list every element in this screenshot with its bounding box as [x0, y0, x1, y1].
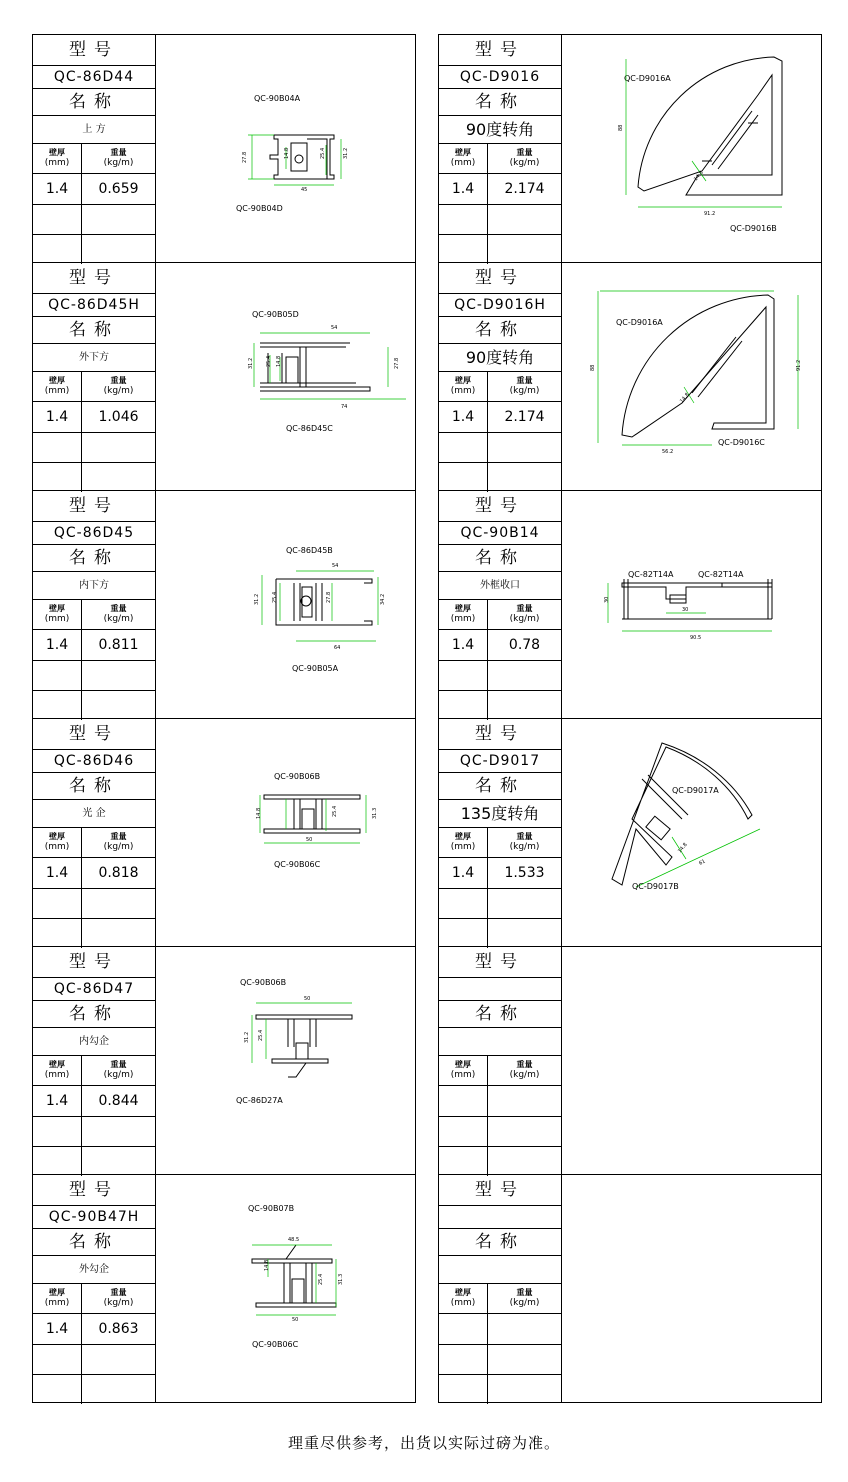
part-label: QC-90B06B	[274, 772, 321, 781]
model-header: 型号	[33, 1175, 155, 1206]
model-code	[439, 1206, 561, 1229]
section-drawing-svg	[156, 719, 415, 946]
profile-drawing	[156, 263, 415, 490]
column-divider	[487, 828, 488, 948]
profile-drawing	[156, 947, 415, 1174]
wall-label: 壁厚	[455, 376, 471, 385]
profile-drawing	[562, 35, 821, 262]
kgm-label: (kg/m)	[103, 1070, 134, 1080]
column-divider	[487, 372, 488, 492]
mm-label: (mm)	[44, 614, 70, 624]
part-label: QC-D9016B	[730, 224, 777, 233]
value-row	[439, 174, 561, 205]
part-label: QC-D9016A	[616, 318, 663, 327]
section-drawing-svg	[562, 263, 821, 490]
weight-value: 0.863	[98, 1321, 139, 1337]
spec-card	[438, 1174, 822, 1403]
product-name: 外下方	[33, 344, 155, 372]
product-name: 90度转角	[439, 116, 561, 144]
empty-row	[33, 889, 155, 919]
dim-label: 88	[618, 124, 624, 131]
profile-drawing	[562, 947, 821, 1174]
dim-label: 25.4	[320, 147, 326, 159]
weight-label: 重量	[516, 148, 533, 157]
spec-info	[33, 1175, 156, 1402]
profile-drawing	[156, 1175, 415, 1402]
spec-card	[32, 262, 416, 491]
weight-value: 0.844	[98, 1093, 139, 1109]
column-divider	[81, 144, 82, 264]
empty-row	[33, 919, 155, 948]
wall-thickness: 1.4	[45, 181, 69, 197]
dim-label: 14.8	[276, 355, 282, 367]
dim-label: 25.4	[332, 805, 338, 817]
dim-label: 34.2	[380, 593, 386, 605]
kgm-label: (kg/m)	[103, 158, 134, 168]
mm-label: (mm)	[44, 386, 70, 396]
spec-info	[33, 719, 156, 946]
dim-label: 45	[301, 187, 308, 193]
profile-drawing	[562, 1175, 821, 1402]
section-drawing-svg	[156, 263, 415, 490]
wall-thickness: 1.4	[45, 409, 69, 425]
kgm-label: (kg/m)	[509, 158, 540, 168]
part-label: QC-86D45C	[286, 424, 333, 433]
model-header: 型号	[439, 1175, 561, 1206]
dim-label: 56.2	[662, 449, 674, 455]
empty-row	[33, 205, 155, 235]
weight-value: 2.174	[504, 181, 545, 197]
weight-value: 1.533	[504, 865, 545, 881]
spec-card	[32, 946, 416, 1175]
unit-header-row	[439, 1284, 561, 1314]
profile-drawing	[156, 35, 415, 262]
model-code: QC-90B14	[439, 522, 561, 545]
product-name: 内下方	[33, 572, 155, 600]
kgm-label: (kg/m)	[103, 842, 134, 852]
part-label: QC-90B07B	[248, 1204, 295, 1213]
weight-value: 0.818	[98, 865, 139, 881]
dim-label: 25.4	[318, 1273, 324, 1285]
weight-label: 重量	[110, 376, 127, 385]
dim-label: 50	[292, 1317, 299, 1323]
dim-label: 31.3	[372, 807, 378, 819]
kgm-label: (kg/m)	[509, 842, 540, 852]
profile-drawing	[562, 263, 821, 490]
spec-card	[438, 262, 822, 491]
kgm-label: (kg/m)	[509, 614, 540, 624]
unit-header-row	[439, 372, 561, 402]
section-drawing-svg	[156, 1175, 415, 1402]
mm-label: (mm)	[44, 842, 70, 852]
empty-row	[33, 1117, 155, 1147]
kgm-label: (kg/m)	[103, 1298, 134, 1308]
spec-info	[439, 1175, 562, 1402]
part-label: QC-90B04D	[236, 204, 283, 213]
spec-card	[438, 718, 822, 947]
model-header: 型号	[33, 35, 155, 66]
part-label: QC-86D45B	[286, 546, 333, 555]
spec-card	[438, 34, 822, 263]
profile-drawing	[562, 719, 821, 946]
wall-thickness: 1.4	[45, 637, 69, 653]
dim-label: 14.8	[692, 169, 705, 183]
dim-label: 48.5	[288, 1237, 300, 1243]
dim-label: 14.8	[676, 841, 689, 855]
unit-header-row	[33, 144, 155, 174]
wall-thickness: 1.4	[451, 409, 475, 425]
spec-info	[439, 35, 562, 262]
wall-label: 壁厚	[455, 604, 471, 613]
empty-row	[33, 1345, 155, 1375]
model-header: 型号	[439, 719, 561, 750]
section-drawing-svg	[562, 719, 821, 946]
model-code: QC-86D47	[33, 978, 155, 1001]
section-drawing-svg	[562, 491, 821, 718]
model-code: QC-86D46	[33, 750, 155, 773]
part-label: QC-82T14A	[628, 570, 674, 579]
name-header: 名称	[439, 1229, 561, 1256]
kgm-label: (kg/m)	[509, 1070, 540, 1080]
dim-label: 91.2	[704, 211, 716, 217]
column-divider	[487, 600, 488, 720]
wall-thickness: 1.4	[451, 637, 475, 653]
dim-label: 30	[682, 607, 689, 613]
product-name: 135度转角	[439, 800, 561, 828]
dim-label: 54	[331, 325, 338, 331]
wall-thickness: 1.4	[45, 1321, 69, 1337]
section-drawing-svg	[156, 947, 415, 1174]
model-code: QC-D9017	[439, 750, 561, 773]
model-code	[439, 978, 561, 1001]
model-header: 型号	[33, 263, 155, 294]
dim-label: 50	[306, 837, 313, 843]
value-row	[439, 1086, 561, 1117]
weight-label: 重量	[110, 1060, 127, 1069]
kgm-label: (kg/m)	[103, 386, 134, 396]
wall-thickness: 1.4	[451, 181, 475, 197]
profile-drawing	[156, 719, 415, 946]
mm-label: (mm)	[450, 1070, 476, 1080]
empty-row	[439, 1345, 561, 1375]
spec-card	[438, 490, 822, 719]
profile-drawing	[562, 491, 821, 718]
dim-label: 61	[698, 858, 707, 867]
weight-label: 重量	[110, 832, 127, 841]
name-header: 名称	[33, 545, 155, 572]
empty-row	[33, 1147, 155, 1176]
weight-label: 重量	[516, 604, 533, 613]
empty-row	[33, 463, 155, 492]
right-column	[438, 34, 822, 1403]
model-code: QC-90B47H	[33, 1206, 155, 1229]
kgm-label: (kg/m)	[509, 386, 540, 396]
wall-label: 壁厚	[49, 376, 65, 385]
name-header: 名称	[439, 545, 561, 572]
dim-label: 14.8	[284, 147, 290, 159]
unit-header-row	[33, 1284, 155, 1314]
dim-label: 30	[604, 596, 610, 603]
part-label: QC-90B05A	[292, 664, 339, 673]
unit-header-row	[33, 372, 155, 402]
footer-note: 理重尽供参考，出货以实际过磅为准。	[287, 1434, 560, 1452]
name-header: 名称	[33, 317, 155, 344]
section-drawing-svg	[562, 1175, 821, 1402]
model-header: 型号	[33, 491, 155, 522]
dim-label: 88	[590, 364, 596, 371]
dim-label: 14.8	[264, 1259, 270, 1271]
empty-row	[439, 1147, 561, 1176]
name-header: 名称	[33, 773, 155, 800]
value-row	[439, 402, 561, 433]
empty-row	[439, 1117, 561, 1147]
model-header: 型号	[33, 947, 155, 978]
value-row	[33, 1086, 155, 1117]
part-label: QC-90B05D	[252, 310, 299, 319]
wall-label: 壁厚	[49, 1288, 65, 1297]
wall-thickness: 1.4	[45, 1093, 69, 1109]
name-header: 名称	[439, 773, 561, 800]
unit-header-row	[33, 600, 155, 630]
spec-card	[32, 1174, 416, 1403]
wall-thickness: 1.4	[45, 865, 69, 881]
product-name: 90度转角	[439, 344, 561, 372]
value-row	[439, 630, 561, 661]
wall-label: 壁厚	[455, 832, 471, 841]
weight-label: 重量	[110, 604, 127, 613]
name-header: 名称	[33, 1229, 155, 1256]
dim-label: 25.4	[266, 355, 272, 367]
part-label: QC-82T14A	[698, 570, 744, 579]
part-label: QC-D9016A	[624, 74, 671, 83]
mm-label: (mm)	[450, 614, 476, 624]
part-label: QC-90B04A	[254, 94, 301, 103]
dim-label: 31.2	[254, 593, 260, 605]
unit-header-row	[439, 144, 561, 174]
value-row	[33, 858, 155, 889]
value-row	[33, 630, 155, 661]
unit-header-row	[439, 828, 561, 858]
product-name: 光 企	[33, 800, 155, 828]
empty-row	[439, 889, 561, 919]
dim-label: 74	[341, 404, 348, 410]
dim-label: 27.8	[394, 357, 400, 369]
mm-label: (mm)	[44, 1070, 70, 1080]
product-name	[439, 1256, 561, 1284]
wall-label: 壁厚	[49, 1060, 65, 1069]
wall-thickness: 1.4	[451, 865, 475, 881]
empty-row	[439, 205, 561, 235]
unit-header-row	[439, 600, 561, 630]
empty-row	[33, 1375, 155, 1404]
spec-info	[439, 491, 562, 718]
empty-row	[33, 235, 155, 264]
empty-row	[33, 691, 155, 720]
mm-label: (mm)	[450, 158, 476, 168]
mm-label: (mm)	[450, 386, 476, 396]
column-divider	[81, 1284, 82, 1404]
spec-info	[439, 947, 562, 1174]
wall-label: 壁厚	[49, 148, 65, 157]
column-divider	[487, 1284, 488, 1404]
unit-header-row	[439, 1056, 561, 1086]
empty-row	[33, 661, 155, 691]
model-code: QC-86D45	[33, 522, 155, 545]
dim-label: 31.2	[343, 147, 349, 159]
dim-label: 27.8	[326, 591, 332, 603]
empty-row	[33, 433, 155, 463]
weight-label: 重量	[516, 376, 533, 385]
product-name: 上 方	[33, 116, 155, 144]
dim-label: 91.2	[796, 359, 802, 371]
model-header: 型号	[439, 491, 561, 522]
value-row	[33, 1314, 155, 1345]
model-code: QC-D9016	[439, 66, 561, 89]
model-code: QC-86D44	[33, 66, 155, 89]
section-drawing-svg	[562, 947, 821, 1174]
spec-card	[32, 718, 416, 947]
profile-drawing	[156, 491, 415, 718]
dim-label: 31.2	[244, 1031, 250, 1043]
mm-label: (mm)	[44, 1298, 70, 1308]
spec-card	[32, 490, 416, 719]
empty-row	[439, 919, 561, 948]
column-divider	[81, 1056, 82, 1176]
dim-label: 14.8	[678, 391, 691, 405]
model-header: 型号	[439, 947, 561, 978]
column-divider	[487, 144, 488, 264]
empty-row	[439, 691, 561, 720]
weight-value: 0.78	[508, 637, 541, 653]
section-drawing-svg	[156, 35, 415, 262]
empty-row	[439, 433, 561, 463]
model-code: QC-86D45H	[33, 294, 155, 317]
section-drawing-svg	[562, 35, 821, 262]
kgm-label: (kg/m)	[509, 1298, 540, 1308]
part-label: QC-90B06C	[252, 1340, 299, 1349]
part-label: QC-D9016C	[718, 438, 765, 447]
dim-label: 14.8	[256, 807, 262, 819]
product-name: 外框收口	[439, 572, 561, 600]
empty-row	[439, 463, 561, 492]
column-divider	[81, 372, 82, 492]
spec-info	[33, 35, 156, 262]
wall-label: 壁厚	[455, 1288, 471, 1297]
empty-row	[439, 1375, 561, 1404]
weight-label: 重量	[110, 1288, 127, 1297]
name-header: 名称	[33, 1001, 155, 1028]
dim-label: 25.4	[258, 1029, 264, 1041]
dim-label: 27.8	[242, 151, 248, 163]
spec-card	[32, 34, 416, 263]
dim-label: 90.5	[690, 635, 702, 641]
wall-label: 壁厚	[455, 1060, 471, 1069]
wall-label: 壁厚	[49, 604, 65, 613]
value-row	[439, 1314, 561, 1345]
mm-label: (mm)	[44, 158, 70, 168]
part-label: QC-86D27A	[236, 1096, 283, 1105]
dim-label: 31.3	[338, 1273, 344, 1285]
model-header: 型号	[439, 263, 561, 294]
wall-label: 壁厚	[455, 148, 471, 157]
name-header: 名称	[439, 1001, 561, 1028]
weight-label: 重量	[516, 832, 533, 841]
dim-label: 31.2	[248, 357, 254, 369]
model-header: 型号	[439, 35, 561, 66]
product-name: 内勾企	[33, 1028, 155, 1056]
weight-value: 0.811	[98, 637, 139, 653]
left-column	[32, 34, 416, 1403]
product-name: 外勾企	[33, 1256, 155, 1284]
wall-label: 壁厚	[49, 832, 65, 841]
weight-label: 重量	[110, 148, 127, 157]
part-label: QC-90B06C	[274, 860, 321, 869]
part-label: QC-D9017A	[672, 786, 719, 795]
spec-info	[33, 947, 156, 1174]
column-divider	[81, 600, 82, 720]
model-code: QC-D9016H	[439, 294, 561, 317]
part-label: QC-90B06B	[240, 978, 287, 987]
column-divider	[81, 828, 82, 948]
mm-label: (mm)	[450, 842, 476, 852]
mm-label: (mm)	[450, 1298, 476, 1308]
product-name	[439, 1028, 561, 1056]
name-header: 名称	[33, 89, 155, 116]
weight-value: 0.659	[98, 181, 139, 197]
weight-value: 1.046	[98, 409, 139, 425]
spec-card	[438, 946, 822, 1175]
unit-header-row	[33, 828, 155, 858]
dim-label: 64	[334, 645, 341, 651]
spec-info	[33, 491, 156, 718]
weight-value: 2.174	[504, 409, 545, 425]
empty-row	[439, 235, 561, 264]
value-row	[33, 402, 155, 433]
value-row	[439, 858, 561, 889]
value-row	[33, 174, 155, 205]
model-header: 型号	[33, 719, 155, 750]
dim-label: 54	[332, 563, 339, 569]
dim-label: 50	[304, 996, 311, 1002]
unit-header-row	[33, 1056, 155, 1086]
spec-info	[33, 263, 156, 490]
weight-label: 重量	[516, 1060, 533, 1069]
dim-label: 25.4	[272, 591, 278, 603]
weight-label: 重量	[516, 1288, 533, 1297]
kgm-label: (kg/m)	[103, 614, 134, 624]
name-header: 名称	[439, 317, 561, 344]
empty-row	[439, 661, 561, 691]
column-divider	[487, 1056, 488, 1176]
spec-info	[439, 719, 562, 946]
spec-info	[439, 263, 562, 490]
part-label: QC-D9017B	[632, 882, 679, 891]
name-header: 名称	[439, 89, 561, 116]
section-drawing-svg	[156, 491, 415, 718]
